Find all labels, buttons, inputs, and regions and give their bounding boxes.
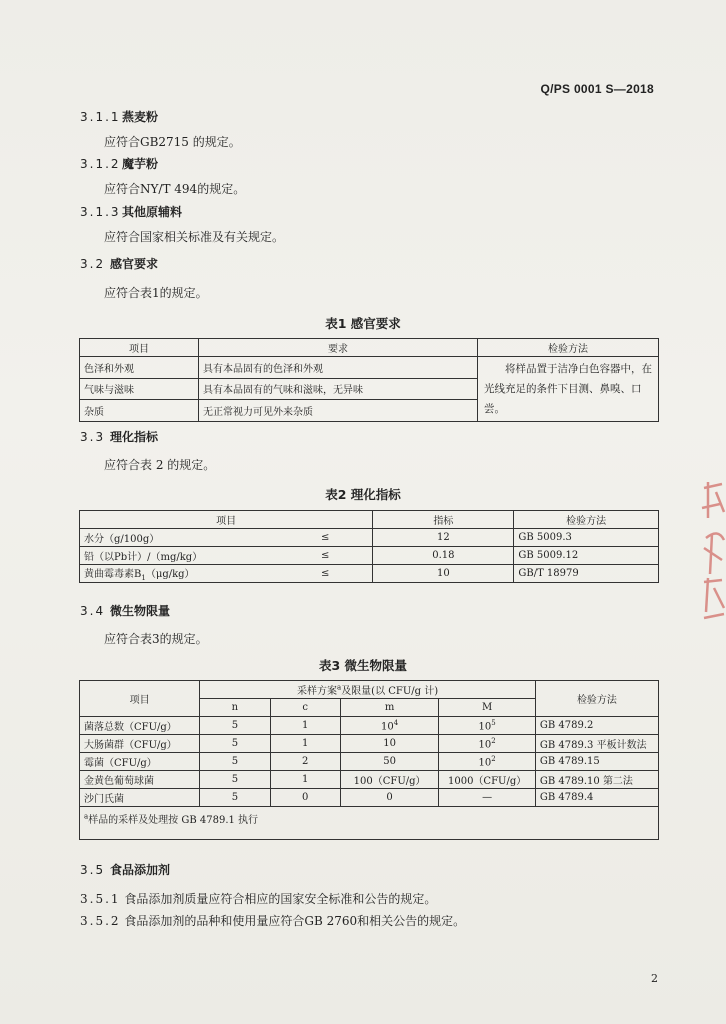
item-unit: （μg/kg） <box>145 569 195 580</box>
item-name: 黄曲霉毒素B <box>84 569 142 580</box>
cell-item <box>80 565 279 583</box>
value: 50 <box>383 756 396 767</box>
section-number: 3.1.1 <box>80 110 121 124</box>
cell-M: — <box>439 789 536 807</box>
plan-label-rest: 及限量(以 CFU/g 计) <box>341 686 439 697</box>
cell-M: 1000（CFU/g） <box>439 771 536 789</box>
table-row <box>80 771 659 789</box>
table-note-row <box>80 807 659 840</box>
cell-M <box>439 717 536 735</box>
heading-3-2 <box>80 255 158 272</box>
cell-method: GB 4789.2 <box>535 717 658 735</box>
paragraph-3-4: 应符合表3的规定。 <box>104 632 208 646</box>
cell-m: 100（CFU/g） <box>340 771 439 789</box>
header-requirement: 要求 <box>199 339 478 357</box>
table-header-row <box>80 681 659 699</box>
cell-item: 杂质 <box>80 400 199 422</box>
cell-value: 0.18 <box>373 547 514 565</box>
table-microbial <box>79 680 659 840</box>
section-number: 3.5.2 <box>80 914 121 928</box>
plan-superscript: a <box>337 683 342 692</box>
cell-operator: ≤ <box>278 565 373 583</box>
cell-value: 10 <box>373 565 514 583</box>
header-item: 项目 <box>80 339 199 357</box>
table2-caption: 表2 理化指标 <box>325 487 401 502</box>
cell-c: 1 <box>270 735 340 753</box>
section-number: 3.4 <box>80 604 106 618</box>
cell-n: 5 <box>200 753 270 771</box>
header-method: 检验方法 <box>514 511 659 529</box>
paragraph-3-1-2: 应符合NY/T 494的规定。 <box>104 182 246 196</box>
table3-caption: 表3 微生物限量 <box>318 658 408 673</box>
cell-value: 12 <box>373 529 514 547</box>
section-text: 食品添加剂质量应符合相应的国家安全标准和公告的规定。 <box>124 892 437 906</box>
heading-3-3 <box>80 428 158 445</box>
cell-n: 5 <box>200 735 270 753</box>
cell-method: GB 4789.10 第二法 <box>535 771 658 789</box>
section-number: 3.5 <box>80 863 106 877</box>
section-text: 食品添加剂的品种和使用量应符合GB 2760和相关公告的规定。 <box>124 914 466 928</box>
cell-m: 0 <box>340 789 439 807</box>
plan-label: 采样方案 <box>297 686 337 697</box>
table-row <box>80 357 659 379</box>
value: 10 <box>380 721 394 733</box>
table-row <box>80 565 659 583</box>
cell-method: GB 5009.12 <box>514 547 659 565</box>
red-seal-stamp <box>698 478 726 628</box>
table-header-row <box>80 511 659 529</box>
cell-M <box>439 753 536 771</box>
cell-requirement: 具有本品固有的气味和滋味，无异味 <box>199 378 478 400</box>
table-note <box>80 807 659 840</box>
header-item: 项目 <box>80 511 373 529</box>
header-item: 项目 <box>80 681 200 717</box>
cell-method: 将样品置于洁净白色容器中，在光线充足的条件下目测、鼻嗅、口尝。 <box>478 357 659 422</box>
cell-requirement: 具有本品固有的色泽和外观 <box>199 357 478 379</box>
table-row <box>80 529 659 547</box>
value: 10 <box>383 738 396 749</box>
cell-item: 水分（g/100g） <box>80 529 279 547</box>
note-superscript: a <box>84 812 89 821</box>
exponent: 2 <box>491 736 496 745</box>
cell-requirement: 无正常视力可见外来杂质 <box>199 400 478 422</box>
paragraph-3-1-3: 应符合国家相关标准及有关规定。 <box>104 230 285 244</box>
cell-method: GB 5009.3 <box>514 529 659 547</box>
cell-item: 沙门氏菌 <box>80 789 200 807</box>
section-title: 感官要求 <box>110 257 159 271</box>
seal-fragment-icon <box>698 478 726 628</box>
cell-c: 2 <box>270 753 340 771</box>
table-header-row <box>80 339 659 357</box>
cell-M <box>439 735 536 753</box>
subheader-c: c <box>270 699 340 717</box>
table-physicochemical <box>79 510 659 583</box>
section-title: 燕麦粉 <box>122 110 159 124</box>
header-plan <box>200 681 536 699</box>
cell-c: 0 <box>270 789 340 807</box>
heading-3-1-1 <box>80 108 158 125</box>
heading-3-4 <box>80 602 170 619</box>
cell-n: 5 <box>200 717 270 735</box>
cell-method: GB 4789.3 平板计数法 <box>535 735 658 753</box>
header-method: 检验方法 <box>478 339 659 357</box>
cell-item: 气味与滋味 <box>80 378 199 400</box>
table-row <box>80 717 659 735</box>
paragraph-3-2: 应符合表1的规定。 <box>104 286 208 300</box>
heading-3-1-2 <box>80 155 158 172</box>
paragraph-3-5-2 <box>80 912 465 929</box>
cell-method: GB 4789.4 <box>535 789 658 807</box>
heading-3-5 <box>80 861 170 878</box>
header-indicator: 指标 <box>373 511 514 529</box>
section-title: 其他原辅料 <box>122 205 183 219</box>
cell-method: GB 4789.15 <box>535 753 658 771</box>
table-row <box>80 789 659 807</box>
table-row <box>80 735 659 753</box>
section-title: 魔芋粉 <box>122 157 159 171</box>
cell-m <box>340 735 439 753</box>
cell-m <box>340 717 439 735</box>
cell-item: 铅（以Pb计）/（mg/kg） <box>80 547 279 565</box>
note-text: 样品的采样及处理按 GB 4789.1 执行 <box>88 815 259 826</box>
table-row <box>80 547 659 565</box>
section-title: 理化指标 <box>110 430 159 444</box>
section-title: 食品添加剂 <box>110 863 171 877</box>
section-number: 3.3 <box>80 430 106 444</box>
exponent: 4 <box>393 718 399 727</box>
cell-operator: ≤ <box>278 529 373 547</box>
cell-item: 金黄色葡萄球菌 <box>80 771 200 789</box>
cell-item: 大肠菌群（CFU/g） <box>80 735 200 753</box>
subheader-M: M <box>439 699 536 717</box>
subheader-m: m <box>340 699 439 717</box>
cell-c: 1 <box>270 771 340 789</box>
paragraph-3-3: 应符合表 2 的规定。 <box>104 458 216 472</box>
cell-item: 菌落总数（CFU/g） <box>80 717 200 735</box>
value: 10 <box>478 721 492 733</box>
cell-n: 5 <box>200 789 270 807</box>
cell-item: 色泽和外观 <box>80 357 199 379</box>
document-code: Q/PS 0001 S—2018 <box>540 82 654 96</box>
section-number: 3.1.3 <box>80 205 121 219</box>
item-subscript: 1 <box>141 574 146 582</box>
table-sensory <box>79 338 659 422</box>
value: 10 <box>478 739 492 751</box>
section-number: 3.1.2 <box>80 157 121 171</box>
heading-3-1-3 <box>80 203 182 220</box>
exponent: 5 <box>491 718 496 727</box>
section-number: 3.2 <box>80 257 106 271</box>
table-row <box>80 753 659 771</box>
section-title: 微生物限量 <box>110 604 171 618</box>
exponent: 2 <box>491 754 496 763</box>
table1-caption: 表1 感官要求 <box>325 316 401 331</box>
page-number: 2 <box>651 972 658 985</box>
subheader-n: n <box>200 699 270 717</box>
header-method: 检验方法 <box>535 681 658 717</box>
cell-n: 5 <box>200 771 270 789</box>
section-number: 3.5.1 <box>80 892 121 906</box>
value: 10 <box>478 757 492 769</box>
cell-item: 霉菌（CFU/g） <box>80 753 200 771</box>
paragraph-3-5-1 <box>80 890 436 907</box>
cell-method: GB/T 18979 <box>514 565 659 583</box>
cell-m <box>340 753 439 771</box>
cell-c: 1 <box>270 717 340 735</box>
cell-operator: ≤ <box>278 547 373 565</box>
paragraph-3-1-1: 应符合GB2715 的规定。 <box>104 135 241 149</box>
